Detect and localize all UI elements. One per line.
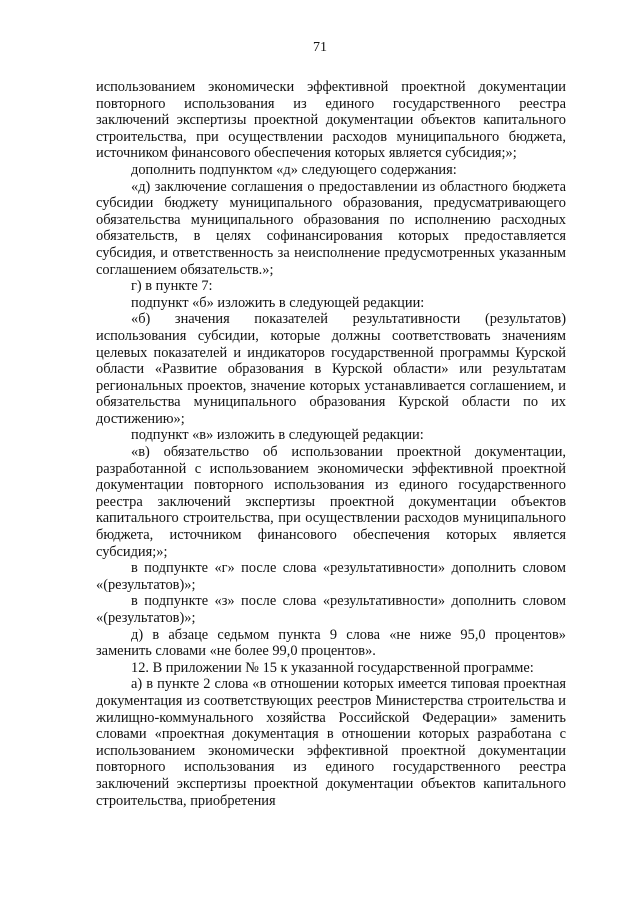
paragraph: д) в абзаце седьмом пункта 9 слова «не ниже 95,0 процентов» заменить словами «не более 99,0 процентов».: [96, 626, 566, 660]
paragraph: 12. В приложении № 15 к указанной государственной программе:: [131, 659, 534, 676]
document-body: [96, 79, 566, 809]
paragraph: использованием экономически эффективной проектной документации повторного использования из единого государственного реестра заключений экспертизы проектной документации объектов капитального строительства, при осуществлении расходов муниципального бюджета, источником финансового обеспечения которых является субсидия;»;: [96, 79, 566, 162]
paragraph: «в) обязательство об использовании проектной документации, разработанной с использованием экономически эффективной проектной документации повторного использования из единого государственного реестра заключений экспертизы проектной документации объектов капитального строительства, при осуществлении расходов муниципального бюджета, источником финансового обеспечения которых является субсидия;»;: [96, 444, 566, 560]
paragraph: подпункт «в» изложить в следующей редакции:: [131, 427, 424, 444]
paragraph: дополнить подпунктом «д» следующего содержания:: [131, 161, 457, 178]
paragraph: г) в пункте 7:: [131, 278, 213, 295]
paragraph: «б) значения показателей результативности (результатов) использования субсидии, которые должны соответствовать значениям целевых показателей и индикаторов государственной программы Курской области «Развитие образования в Курской области» или результатам региональных проектов, значение которых устанавливается соглашением, и обязательства муниципального образования Курской области по их достижению»;: [96, 311, 566, 427]
paragraph: подпункт «б» изложить в следующей редакции:: [131, 294, 425, 311]
paragraph: а) в пункте 2 слова «в отношении которых имеется типовая проектная документация из соответствующих реестров Министерства строительства и жилищно-коммунального хозяйства Российской Федерации» заменить словами «проектная документация в отношении которых разработана с использованием экономически эффективной проектной документации повторного использования из единого государственного реестра заключений экспертизы проектной документации объектов капитального строительства, приобретения: [96, 676, 566, 809]
paragraph: «д) заключение соглашения о предоставлении из областного бюджета субсидии бюджету муниципального образования, предусматривающего обязательства муниципального образования по исполнению расходных обязательств, в целях софинансирования которых предоставляется субсидия, и ответственность за неисполнение предусмотренных указанным соглашением обязательств.»;: [96, 178, 566, 278]
page-number: 71: [313, 40, 327, 55]
paragraph: в подпункте «з» после слова «результативности» дополнить словом «(результатов)»;: [96, 593, 566, 626]
paragraph: в подпункте «г» после слова «результативности» дополнить словом «(результатов)»;: [96, 560, 566, 593]
